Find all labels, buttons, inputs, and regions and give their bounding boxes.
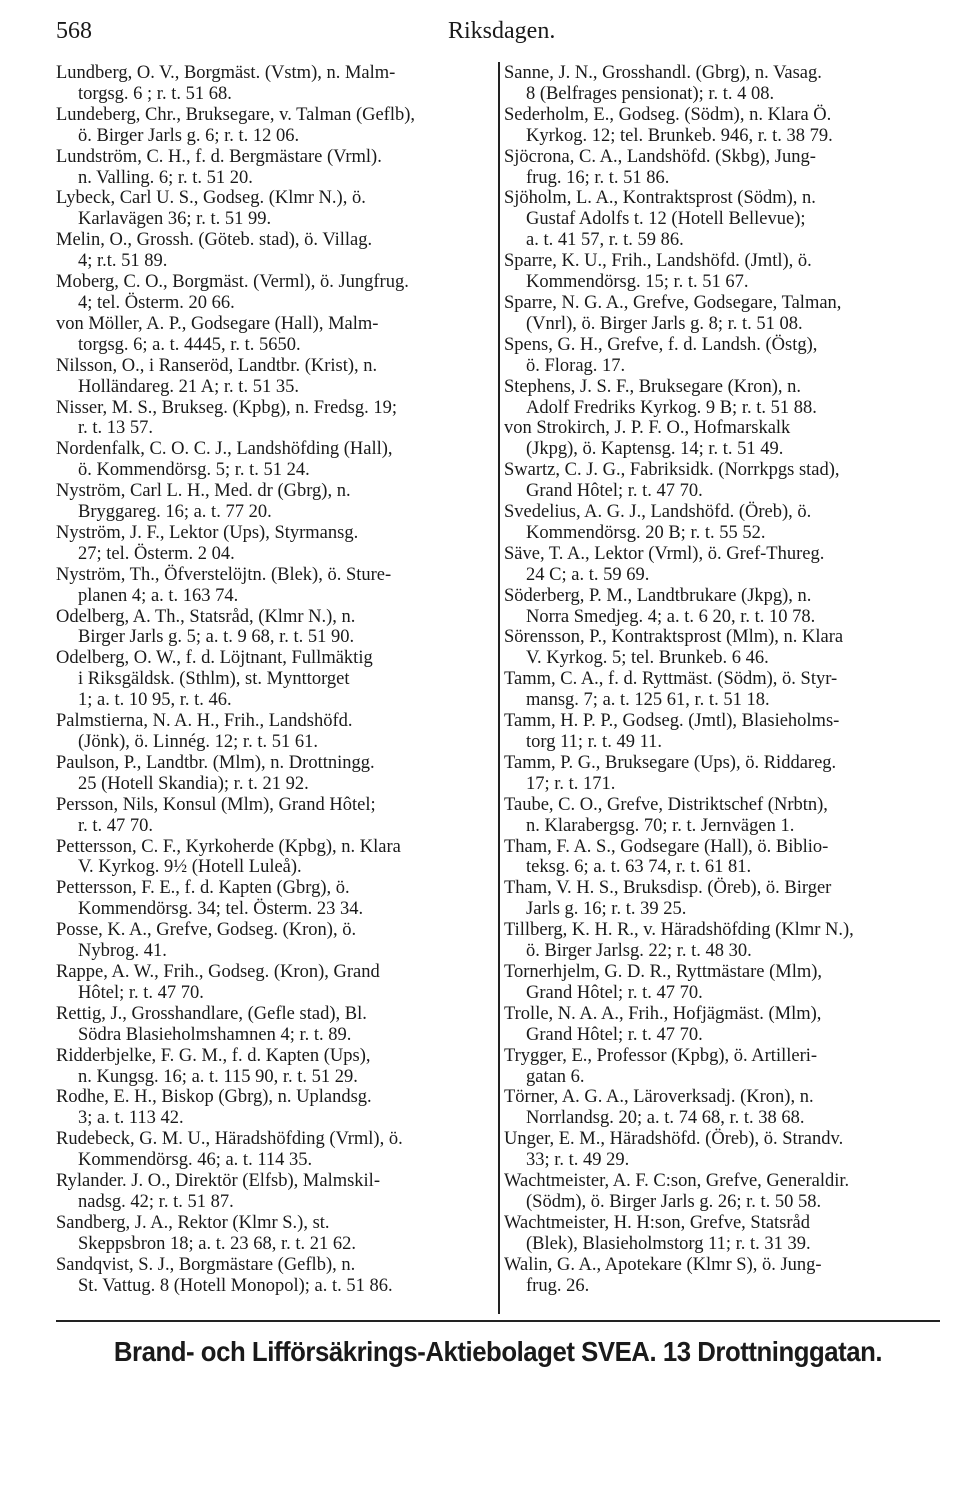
- directory-entry: [504, 753, 940, 795]
- directory-entry: [504, 251, 940, 293]
- entry-line-1: Tamm, H. P. P., Godseg. (Jmtl), Blasieholms-: [504, 711, 840, 732]
- entry-line-2: ö. Florag. 17.: [526, 355, 626, 376]
- entry-line-2: frug. 16; r. t. 51 86.: [526, 167, 670, 188]
- entry-line-2: Kyrkog. 12; tel. Brunkeb. 946, r. t. 38 79.: [526, 125, 833, 146]
- entry-line-1: Sjöholm, L. A., Kontraktsprost (Södm), n.: [504, 188, 816, 209]
- entry-line-2: Holländareg. 21 A; r. t. 51 35.: [78, 376, 299, 397]
- entry-line-1: Melin, O., Grossh. (Göteb. stad), ö. Villag.: [56, 230, 373, 251]
- entry-line-1: Sanne, J. N., Grosshandl. (Gbrg), n. Vasag.: [504, 63, 822, 83]
- directory-entry: [56, 565, 496, 607]
- directory-entry: [504, 795, 940, 837]
- directory-entry: [504, 1213, 940, 1255]
- directory-entry: [504, 627, 940, 669]
- entry-line-1: Nordenfalk, C. O. C. J., Landshöfding (Hall),: [56, 439, 393, 460]
- directory-entry: [56, 648, 496, 690]
- entry-line-2: Kommendörsg. 15; r. t. 51 67.: [526, 272, 749, 293]
- entry-line-2: V. Kyrkog. 5; tel. Brunkeb. 6 46.: [526, 648, 769, 669]
- entry-line-1: Sparre, N. G. A., Grefve, Godsegare, Talman,: [504, 292, 842, 313]
- entry-line-1: Söderberg, P. M., Landtbrukare (Jkpg), n.: [504, 585, 812, 606]
- directory-entry: [56, 272, 496, 314]
- entry-line-1: Nisser, M. S., Brukseg. (Kpbg), n. Fredsg. 19;: [56, 397, 397, 418]
- directory-entry: [504, 1129, 940, 1171]
- entry-line-2: r. t. 47 70.: [78, 815, 154, 836]
- entry-line-2: Kommendörsg. 46; a. t. 114 35.: [78, 1150, 313, 1171]
- directory-entry: [56, 795, 496, 837]
- entry-line-2: 1; a. t. 10 95, r. t. 46.: [78, 690, 232, 711]
- directory-entry: [56, 481, 496, 523]
- entry-line-1: Wachtmeister, H. H:son, Grefve, Statsråd: [504, 1212, 811, 1233]
- entry-line-2: (Södm), ö. Birger Jarls g. 26; r. t. 50 58.: [526, 1191, 822, 1212]
- directory-entry: [56, 1046, 496, 1088]
- entry-line-1: Lundeberg, Chr., Bruksegare, v. Talman (Geflb),: [56, 104, 416, 125]
- directory-entry: [504, 1255, 940, 1297]
- entry-line-2: Skeppsbron 18; a. t. 23 68, r. t. 21 62.: [78, 1233, 357, 1254]
- directory-entry: [504, 502, 940, 544]
- directory-entry: [504, 920, 940, 962]
- directory-entry: [56, 878, 496, 920]
- directory-entry: [504, 335, 940, 377]
- directory-entry: [504, 1171, 940, 1213]
- directory-entry: [56, 1087, 496, 1129]
- entry-line-1: Sparre, K. U., Frih., Landshöfd. (Jmtl), ö.: [504, 251, 812, 272]
- entry-line-2: Bryggareg. 16; a. t. 77 20.: [78, 502, 272, 523]
- entry-line-1: Taube, C. O., Grefve, Distriktschef (Nrbtn),: [504, 794, 828, 815]
- entry-line-2: V. Kyrkog. 9½ (Hotell Luleå).: [78, 857, 302, 878]
- entry-line-2: (Vnrl), ö. Birger Jarls g. 8; r. t. 51 08.: [526, 313, 803, 334]
- directory-entry: [56, 837, 496, 879]
- entry-line-2: Adolf Fredriks Kyrkog. 9 B; r. t. 51 88.: [526, 397, 817, 418]
- entry-line-1: Pettersson, F. E., f. d. Kapten (Gbrg), ö.: [56, 878, 350, 899]
- entry-line-1: Moberg, C. O., Borgmäst. (Verml), ö. Jungfrug.: [56, 272, 409, 293]
- entry-line-1: Rodhe, E. H., Biskop (Gbrg), n. Uplandsg.: [56, 1087, 372, 1108]
- entry-line-2: Kommendörsg. 34; tel. Österm. 23 34.: [78, 899, 364, 920]
- entry-line-2: Hôtel; r. t. 47 70.: [78, 982, 204, 1003]
- entry-line-1: Palmstierna, N. A. H., Frih., Landshöfd.: [56, 711, 353, 732]
- entry-line-2: torgsg. 6; a. t. 4445, r. t. 5650.: [78, 334, 301, 355]
- directory-entry: [56, 398, 496, 440]
- entry-line-2: (Jkpg), ö. Kaptensg. 14; r. t. 51 49.: [526, 439, 784, 460]
- directory-entry: [504, 188, 940, 230]
- directory-entry: [504, 837, 940, 879]
- entry-line-2: planen 4; a. t. 163 74.: [78, 585, 239, 606]
- entry-line-1: Rylander. J. O., Direktör (Elfsb), Malmskil-: [56, 1171, 380, 1192]
- entry-line-2: r. t. 13 57.: [78, 418, 154, 439]
- entry-line-2: torgsg. 6 ; r. t. 51 68.: [78, 83, 232, 104]
- entry-line-2: ö. Birger Jarls g. 6; r. t. 12 06.: [78, 125, 300, 146]
- directory-entry: [56, 753, 496, 795]
- directory-entry: [504, 544, 940, 586]
- entry-line-1: Tham, V. H. S., Bruksdisp. (Öreb), ö. Birger: [504, 878, 832, 899]
- directory-entry: [504, 1087, 940, 1129]
- directory-entry: [56, 920, 496, 962]
- entry-line-1: Swartz, C. J. G., Fabriksidk. (Norrkpgs stad),: [504, 460, 840, 481]
- entry-line-2: (Blek), Blasieholmstorg 11; r. t. 31 39.: [526, 1233, 811, 1254]
- directory-entry: [504, 711, 940, 753]
- entry-line-1: Nyström, J. F., Lektor (Ups), Styrmansg.: [56, 522, 359, 543]
- entry-line-2: a. t. 41 57, r. t. 59 86.: [526, 230, 684, 251]
- entry-line-1: Paulson, P., Landtbr. (Mlm), n. Drottningg.: [56, 752, 375, 773]
- entry-line-1: Sandberg, J. A., Rektor (Klmr S.), st.: [56, 1212, 330, 1233]
- entry-line-1: Trygger, E., Professor (Kpbg), ö. Artilleri-: [504, 1045, 818, 1066]
- entry-line-2: 3; a. t. 113 42.: [78, 1108, 184, 1129]
- directory-entry: [504, 460, 940, 502]
- entry-line-1: von Möller, A. P., Godsegare (Hall), Malm-: [56, 313, 379, 334]
- entry-line-1: Tamm, C. A., f. d. Ryttmäst. (Södm), ö. Styr-: [504, 669, 838, 690]
- entry-line-2: Karlavägen 36; r. t. 51 99.: [78, 209, 272, 230]
- entry-line-1: Nyström, Th., Öfverstelöjtn. (Blek), ö. Sture-: [56, 564, 392, 585]
- entry-line-2: gatan 6.: [526, 1066, 585, 1087]
- advertisement-footer: Brand- och Lifförsäkrings-Aktiebolaget SVEA. 13 Drottninggatan.: [113, 1336, 883, 1367]
- entry-line-2: nadsg. 42; r. t. 51 87.: [78, 1191, 234, 1212]
- entry-line-2: i Riksgäldsk. (Sthlm), st. Mynttorget: [78, 669, 350, 690]
- entry-line-1: Lundström, C. H., f. d. Bergmästare (Vrml).: [56, 146, 382, 167]
- entry-line-2: Birger Jarls g. 5; a. t. 9 68, r. t. 51 90.: [78, 627, 355, 648]
- entry-line-2: Kommendörsg. 20 B; r. t. 55 52.: [526, 522, 766, 543]
- entry-line-1: Törner, A. G. A., Läroverksadj. (Kron), n.: [504, 1087, 814, 1108]
- entry-line-2: Nybrog. 41.: [78, 941, 167, 962]
- entry-line-2: 27; tel. Österm. 2 04.: [78, 543, 235, 564]
- directory-entry: [56, 63, 496, 105]
- entry-line-1: Lundberg, O. V., Borgmäst. (Vstm), n. Malm-: [56, 63, 396, 83]
- directory-entry: [56, 523, 496, 565]
- entry-line-2: ö. Birger Jarlsg. 22; r. t. 48 30.: [526, 941, 752, 962]
- directory-entry: [56, 230, 496, 272]
- directory-entry: [504, 147, 940, 189]
- entry-line-2: 24 C; a. t. 59 69.: [526, 564, 650, 585]
- entry-line-2: n. Valling. 6; r. t. 51 20.: [78, 167, 253, 188]
- directory-entry: [504, 230, 940, 251]
- entry-line-2: Jarls g. 16; r. t. 39 25.: [526, 899, 687, 920]
- entry-line-1: Rettig, J., Grosshandlare, (Gefle stad), Bl.: [56, 1003, 367, 1024]
- entry-line-2: St. Vattug. 8 (Hotell Monopol); a. t. 51 86.: [78, 1275, 393, 1296]
- entry-line-1: Rudebeck, G. M. U., Häradshöfding (Vrml), ö.: [56, 1129, 403, 1150]
- entry-line-1: Sandqvist, S. J., Borgmästare (Geflb), n.: [56, 1254, 356, 1275]
- entry-line-2: 17; r. t. 171.: [526, 773, 616, 794]
- directory-entry: [504, 878, 940, 920]
- entry-line-1: Nilsson, O., i Ranseröd, Landtbr. (Krist), n.: [56, 355, 378, 376]
- directory-entry: [56, 607, 496, 649]
- directory-entry: [56, 1213, 496, 1255]
- entry-line-2: Grand Hôtel; r. t. 47 70.: [526, 481, 703, 502]
- entry-line-1: Unger, E. M., Häradshöfd. (Öreb), ö. Strandv.: [504, 1129, 844, 1150]
- directory-entry: [504, 293, 940, 335]
- entry-line-2: n. Klarabergsg. 70; r. t. Jernvägen 1.: [526, 815, 795, 836]
- entry-line-2: Grand Hôtel; r. t. 47 70.: [526, 982, 703, 1003]
- directory-entry: [504, 962, 940, 1004]
- directory-entry: [56, 356, 496, 398]
- entry-line-2: torg 11; r. t. 49 11.: [526, 732, 663, 752]
- footer-rule: [56, 1320, 940, 1322]
- directory-entry: [56, 962, 496, 1004]
- entry-line-1: Spens, G. H., Grefve, f. d. Landsh. (Östg),: [504, 334, 818, 355]
- entry-line-1: Odelberg, O. W., f. d. Löjtnant, Fullmäktig: [56, 648, 373, 669]
- page-number: 568: [56, 18, 92, 44]
- entry-line-2: 8 (Belfrages pensionat); r. t. 4 08.: [526, 83, 775, 104]
- directory-entry: [504, 1046, 940, 1088]
- entry-line-1: Pettersson, C. F., Kyrkoherde (Kpbg), n. Klara: [56, 836, 401, 857]
- entry-line-1: Sederholm, E., Godseg. (Södm), n. Klara Ö.: [504, 104, 832, 125]
- entry-line-2: mansg. 7; a. t. 125 61, r. t. 51 18.: [526, 690, 770, 711]
- entry-line-1: Odelberg, A. Th., Statsråd, (Klmr N.), n.: [56, 606, 356, 627]
- directory-entry: [56, 188, 496, 230]
- entry-line-2: 4; r.t. 51 89.: [78, 251, 168, 272]
- directory-entry: [56, 711, 496, 753]
- directory-entry: [504, 377, 940, 419]
- directory-entry: [504, 586, 940, 628]
- entry-line-1: Nyström, Carl L. H., Med. dr (Gbrg), n.: [56, 481, 351, 502]
- entry-line-1: Ridderbjelke, F. G. M., f. d. Kapten (Ups),: [56, 1045, 371, 1066]
- directory-entry: [504, 105, 940, 147]
- directory-entry: [56, 690, 496, 711]
- entry-line-1: von Strokirch, J. P. F. O., Hofmarskalk: [504, 418, 791, 439]
- entry-line-1: Tamm, P. G., Bruksegare (Ups), ö. Riddareg.: [504, 752, 837, 773]
- entry-line-1: Sörensson, P., Kontraktsprost (Mlm), n. Klara: [504, 627, 844, 648]
- entry-line-2: Södra Blasieholmshamnen 4; r. t. 89.: [78, 1024, 352, 1045]
- column-divider: [498, 62, 500, 1314]
- directory-entry: [56, 439, 496, 481]
- directory-entry: [56, 1255, 496, 1297]
- entry-line-2: Norrlandsg. 20; a. t. 74 68, r. t. 38 68.: [526, 1108, 805, 1129]
- entry-line-2: Norra Smedjeg. 4; a. t. 6 20, r. t. 10 78.: [526, 606, 816, 627]
- entry-line-2: Gustaf Adolfs t. 12 (Hotell Bellevue);: [526, 209, 806, 230]
- entry-line-2: frug. 26.: [526, 1275, 590, 1296]
- running-title: Riksdagen.: [448, 18, 556, 44]
- entry-line-1: Tillberg, K. H. R., v. Häradshöfding (Klmr N.),: [504, 920, 854, 941]
- entry-line-1: Stephens, J. S. F., Bruksegare (Kron), n.: [504, 376, 802, 397]
- left-column: [56, 63, 496, 1296]
- entry-line-1: Persson, Nils, Konsul (Mlm), Grand Hôtel;: [56, 794, 376, 815]
- entry-line-1: Rappe, A. W., Frih., Godseg. (Kron), Grand: [56, 961, 380, 982]
- page-header: [56, 18, 936, 52]
- entry-line-1: Tornerhjelm, G. D. R., Ryttmästare (Mlm),: [504, 961, 823, 982]
- entry-line-1: Säve, T. A., Lektor (Vrml), ö. Gref-Thureg.: [504, 543, 825, 564]
- entry-line-1: Svedelius, A. G. J., Landshöfd. (Öreb), ö.: [504, 502, 812, 523]
- right-column: [504, 63, 940, 1296]
- entry-line-1: Sjöcrona, C. A., Landshöfd. (Skbg), Jung-: [504, 146, 816, 167]
- entry-line-1: Lybeck, Carl U. S., Godseg. (Klmr N.), ö.: [56, 188, 366, 209]
- directory-entry: [56, 1129, 496, 1171]
- directory-entry: [504, 63, 940, 105]
- entry-line-1: Tham, F. A. S., Godsegare (Hall), ö. Biblio-: [504, 836, 829, 857]
- entry-line-2: 33; r. t. 49 29.: [526, 1150, 630, 1171]
- directory-entry: [504, 1004, 940, 1046]
- entry-line-1: Wachtmeister, A. F. C:son, Grefve, Generaldir.: [504, 1171, 850, 1192]
- directory-entry: [56, 1171, 496, 1213]
- entry-line-1: Trolle, N. A. A., Frih., Hofjägmäst. (Mlm),: [504, 1003, 822, 1024]
- entry-line-2: 25 (Hotell Skandia); r. t. 21 92.: [78, 773, 309, 794]
- directory-entry: [56, 314, 496, 356]
- entry-line-1: Walin, G. A., Apotekare (Klmr S), ö. Jung-: [504, 1254, 822, 1275]
- entry-line-2: n. Kungsg. 16; a. t. 115 90, r. t. 51 29.: [78, 1066, 358, 1087]
- directory-entry: [56, 147, 496, 189]
- directory-entry: [56, 1004, 496, 1046]
- entry-line-2: 4; tel. Österm. 20 66.: [78, 292, 235, 313]
- directory-entry: [504, 418, 940, 460]
- entry-line-2: (Jönk), ö. Linnég. 12; r. t. 51 61.: [78, 732, 318, 752]
- entry-line-2: Grand Hôtel; r. t. 47 70.: [526, 1024, 703, 1045]
- directory-entry: [504, 669, 940, 711]
- entry-line-2: teksg. 6; a. t. 63 74, r. t. 61 81.: [526, 857, 752, 878]
- entry-line-2: ö. Kommendörsg. 5; r. t. 51 24.: [78, 460, 310, 481]
- entry-line-1: Posse, K. A., Grefve, Godseg. (Kron), ö.: [56, 920, 357, 941]
- directory-entry: [56, 105, 496, 147]
